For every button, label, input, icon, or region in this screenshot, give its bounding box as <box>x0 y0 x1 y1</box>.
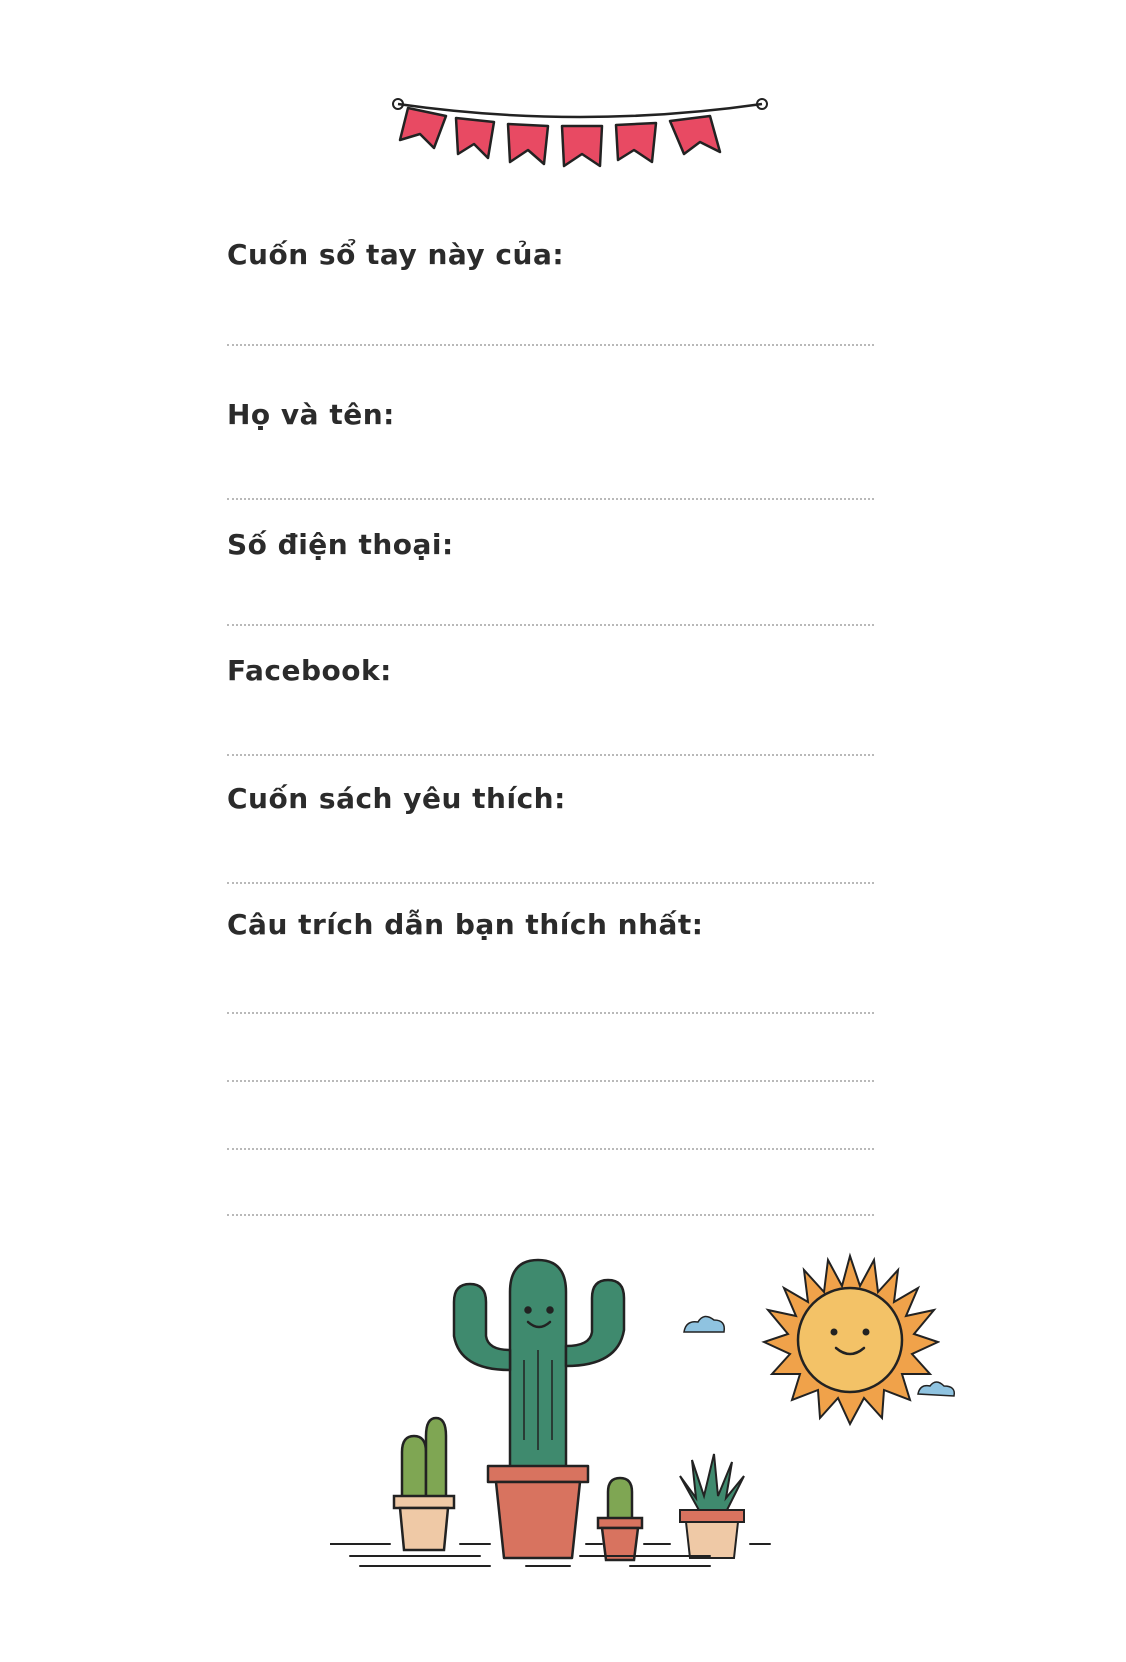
write-line-full-name[interactable] <box>227 498 874 500</box>
small-cactus-icon <box>394 1418 454 1550</box>
write-line-facebook[interactable] <box>227 754 874 756</box>
field-label-full-name: Họ và tên: <box>227 398 395 431</box>
field-label-owner: Cuốn sổ tay này của: <box>227 238 565 271</box>
big-pot-icon <box>488 1466 588 1558</box>
write-line-quote-2[interactable] <box>227 1080 874 1082</box>
field-label-phone: Số điện thoại: <box>227 528 454 561</box>
bunting-icon <box>390 92 770 182</box>
write-line-phone[interactable] <box>227 624 874 626</box>
field-label-favorite-book: Cuốn sách yêu thích: <box>227 782 566 815</box>
write-line-quote-3[interactable] <box>227 1148 874 1150</box>
field-label-favorite-quote: Câu trích dẫn bạn thích nhất: <box>227 908 704 941</box>
write-line-quote-4[interactable] <box>227 1214 874 1216</box>
succulent-icon <box>680 1454 744 1558</box>
big-cactus-icon <box>454 1260 624 1470</box>
field-label-facebook: Facebook: <box>227 654 392 687</box>
cactus-pots-illustration <box>330 1240 970 1580</box>
mini-cactus-icon <box>598 1478 642 1560</box>
write-line-favorite-book[interactable] <box>227 882 874 884</box>
cloud-icon <box>684 1316 954 1396</box>
write-line-quote-1[interactable] <box>227 1012 874 1014</box>
write-line-owner[interactable] <box>227 344 874 346</box>
